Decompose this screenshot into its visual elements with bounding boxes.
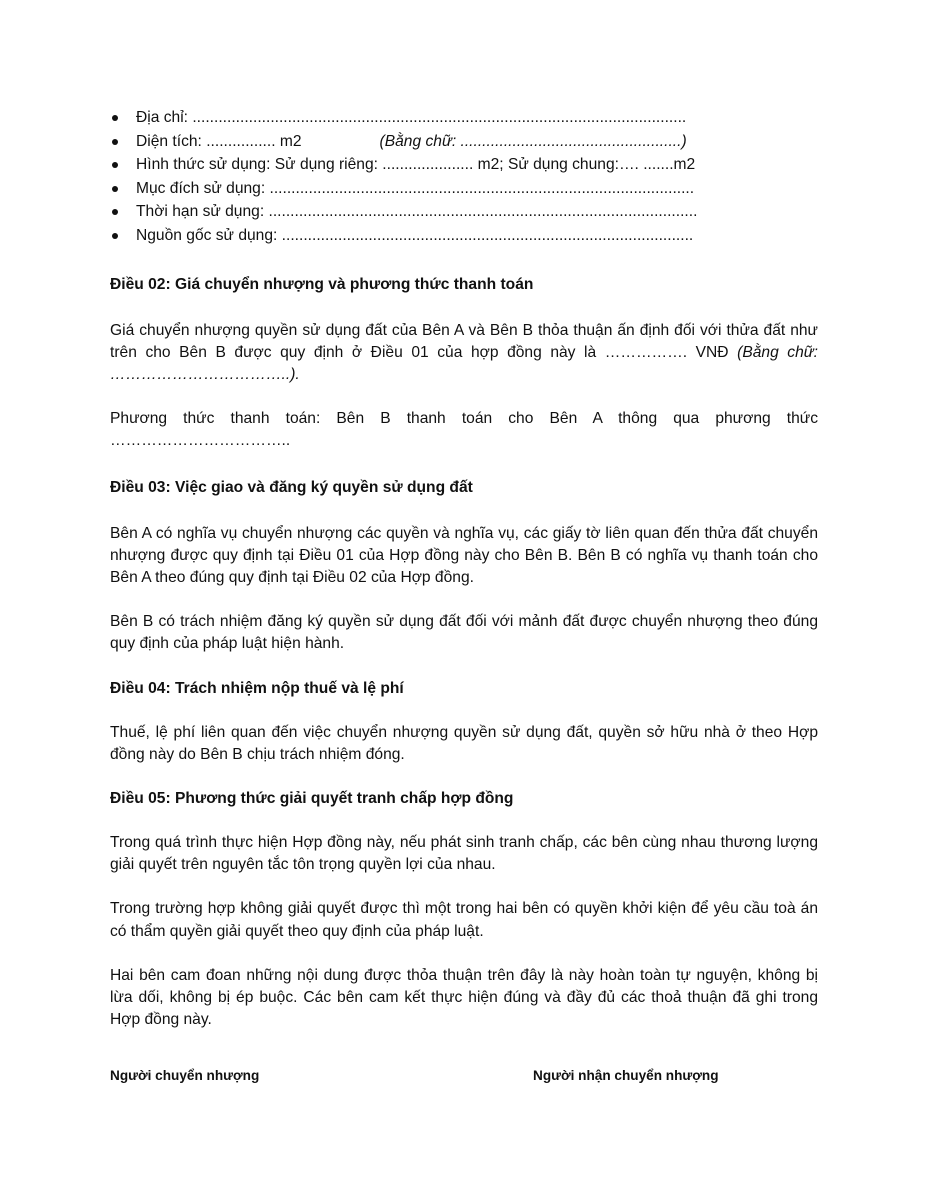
article-02-payment-paragraph <box>110 408 818 452</box>
list-item-duration <box>136 200 818 224</box>
article-03-paragraph-2: Bên B có trách nhiệm đăng ký quyền sử dụng đất đối với mảnh đất được chuyển nhượng theo đúng quy định của pháp luật hiện hành. <box>110 613 818 653</box>
list-item-area <box>136 130 818 154</box>
purpose-text: Mục đích sử dụng: .................................................................................................. <box>136 179 695 197</box>
payment-method-text: Phương thức thanh toán: Bên B thanh toán cho Bên A thông qua phương thức <box>110 410 818 428</box>
price-text: Giá chuyển nhượng quyền sử dụng đất của Bên A và Bên B thỏa thuận ấn định đối với thửa đất như trên cho Bên B được quy định ở Điều 01 của hợp đồng này là ……………. VNĐ <box>110 321 818 361</box>
document-body <box>110 106 818 1031</box>
article-05-paragraph-3: Hai bên cam đoan những nội dung được thỏa thuận trên đây là này hoàn toàn tự nguyện, không bị lừa dối, không bị ép buộc. Các bên cam kết thực hiện đúng và đầy đủ các thoả thuận đã ghi trong Hợp đồng này. <box>110 966 818 1029</box>
address-text: Địa chỉ: .................................................................................................................. <box>136 109 687 126</box>
duration-text: Thời hạn sử dụng: ................................................................................................... <box>136 203 698 221</box>
area-text: Diện tích: ................ m2 <box>136 132 302 150</box>
article-02-heading: Điều 02: Giá chuyển nhượng và phương thức thanh toán <box>110 275 534 293</box>
price-in-words-text: (Bằng chữ: ……………………………..). <box>110 343 818 383</box>
list-item-origin <box>136 224 818 248</box>
article-04-heading: Điều 04: Trách nhiệm nộp thuế và lệ phí <box>110 679 404 697</box>
article-03-paragraph-1: Bên A có nghĩa vụ chuyển nhượng các quyền và nghĩa vụ, các giấy tờ liên quan đến thửa đất chuyển nhượng được quy định tại Điều 01 của Hợp đồng này cho Bên B. Bên B có nghĩa vụ thanh toán cho Bên A theo đúng quy định tại Điều 02 của Hợp đồng. <box>110 524 818 586</box>
article-03-heading: Điều 03: Việc giao và đăng ký quyền sử dụng đất <box>110 478 473 496</box>
land-details-list <box>110 106 818 248</box>
area-in-words-text: (Bằng chữ: ...................................................) <box>379 132 687 150</box>
article-05-paragraph-1: Trong quá trình thực hiện Hợp đồng này, nếu phát sinh tranh chấp, các bên cùng nhau thương lượng giải quyết trên nguyên tắc tôn trọng quyền lợi của nhau. <box>110 834 818 874</box>
article-05-paragraph-2: Trong trường hợp không giải quyết được thì một trong hai bên có quyền khởi kiện để yêu cầu toà án có thẩm quyền giải quyết theo quy định của pháp luật. <box>110 900 818 940</box>
usage-form-text: Hình thức sử dụng: Sử dụng riêng: ..................... m2; Sử dụng chung:…. .......m2 <box>136 156 696 174</box>
transferor-signature-label: Người chuyển nhượng <box>110 1068 260 1083</box>
article-02-price-paragraph <box>110 320 818 387</box>
origin-text: Nguồn gốc sử dụng: ............................................................................................... <box>136 226 694 244</box>
transferee-signature-label: Người nhận chuyển nhượng <box>533 1068 719 1083</box>
payment-method-blank: …………………………….. <box>110 432 291 450</box>
list-item-usage-form <box>136 153 818 177</box>
article-05-heading: Điều 05: Phương thức giải quyết tranh chấp hợp đồng <box>110 790 514 807</box>
list-item-address <box>136 106 818 130</box>
list-item-purpose <box>136 177 818 201</box>
article-04-paragraph-1: Thuế, lệ phí liên quan đến việc chuyển nhượng quyền sử dụng đất, quyền sở hữu nhà ở theo Hợp đồng này do Bên B chịu trách nhiệm đóng. <box>110 723 818 763</box>
